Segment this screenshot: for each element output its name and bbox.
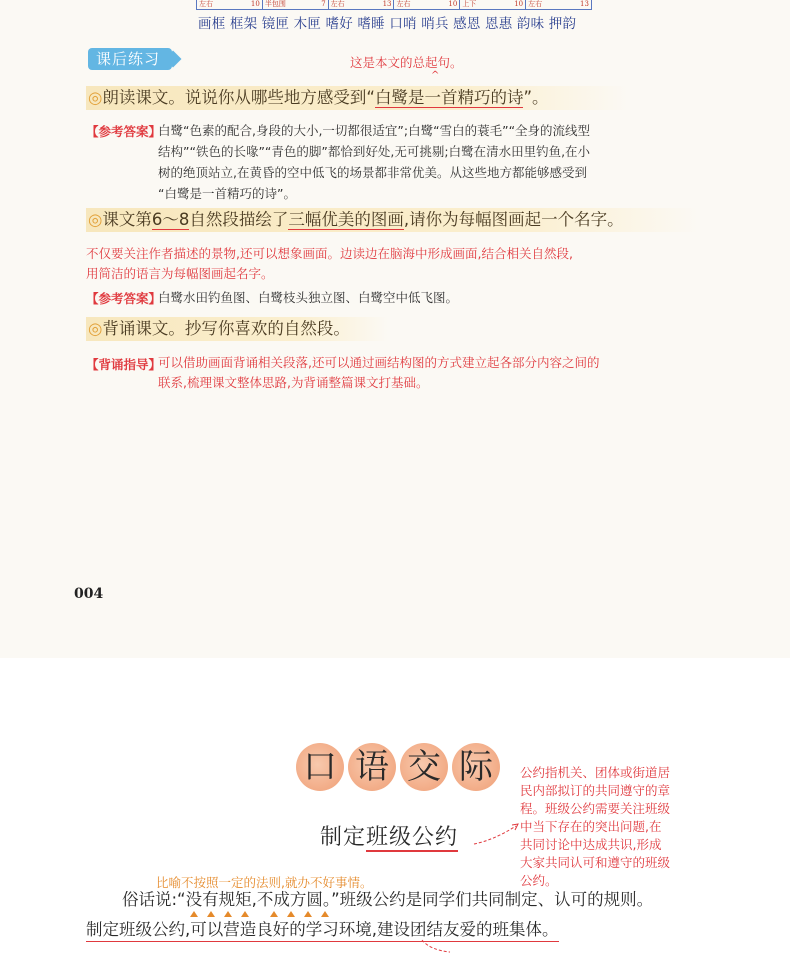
- answer-line: “白鹭是一首精巧的诗”。: [158, 186, 296, 201]
- arrow-up-icon: ^: [431, 70, 440, 81]
- title-char: 际: [452, 743, 500, 791]
- body-line-1: [122, 886, 653, 910]
- stroke-cell: [329, 0, 395, 9]
- title-char: 口: [296, 743, 344, 791]
- side-note-line: 民内部拟订的共同遵守的章: [520, 783, 671, 798]
- answer-line: 树的绝顶站立,在黄昏的空中低飞的场景都非常优美。从这些地方都能够感受到: [158, 165, 587, 180]
- answer-label: 【参考答案】: [86, 291, 162, 306]
- underlined-phrase: 三幅优美的图画: [288, 210, 404, 229]
- side-note-line: 公约。: [520, 873, 558, 888]
- question-text: 课文第: [102, 210, 152, 229]
- answer-line: 白鹭“色素的配合,身段的大小,一切都很适宜”;白鹭“雪白的蓑毛”“全身的流线型: [158, 123, 591, 138]
- title-char: 交: [400, 743, 448, 791]
- side-note-line: 程。班级公约需要关注班级: [520, 801, 671, 816]
- structure-label: 左右: [528, 0, 543, 8]
- guide-label: 【背诵指导】: [86, 357, 162, 372]
- oral-title: [296, 743, 500, 791]
- circle-mark-icon: ◎: [88, 88, 103, 107]
- body-text: 俗话说:“: [122, 890, 186, 909]
- stroke-cell: [263, 0, 329, 9]
- stroke-cell: [526, 0, 591, 9]
- body-line-2: 制定班级公约,可以营造良好的学习环境,建设团结友爱的班集体。: [86, 916, 559, 942]
- orange-annotation: 比喻不按照一定的法则,就办不好事情。: [156, 875, 373, 890]
- structure-label: 左右: [330, 0, 345, 8]
- side-note-line: 中当下存在的突出问题,在: [520, 819, 662, 834]
- structure-label: 半包围: [264, 0, 286, 8]
- annotation-top: 这是本文的总起句。: [350, 55, 463, 70]
- tip-line: 不仅要关注作者描述的景物,还可以想象画面。边读边在脑海中形成画面,结合相关自然段,: [86, 246, 573, 261]
- dotted-phrase: [186, 890, 323, 909]
- tip-line: 用简洁的语言为每幅图画起名字。: [86, 266, 274, 281]
- question-text: ”。: [523, 88, 549, 107]
- underlined-phrase: 6～8: [151, 210, 190, 229]
- body-text: 。”班级公约是同学们共同制定、认可的规则。: [322, 890, 654, 909]
- question-text: 朗读课文。说说你从哪些地方感受到“: [102, 88, 375, 107]
- stroke-count: 13: [580, 0, 589, 8]
- stroke-order-strip: [196, 0, 592, 10]
- question-text: ,请你为每幅图画起一个名字。: [403, 210, 624, 229]
- question-1: [86, 86, 628, 110]
- stroke-count: 10: [514, 0, 524, 8]
- side-note-line: 公约指机关、团体或街道居: [520, 765, 671, 780]
- structure-label: 左右: [199, 0, 213, 8]
- stroke-count: 7: [321, 0, 326, 8]
- vocabulary-row: 画框 框架 镜匣 木匣 嗜好 嗜睡 口哨 哨兵 感恩 恩惠 韵味 押韵: [198, 16, 577, 32]
- answer-line: 结构”“铁色的长喙”“青色的脚”都恰到好处,无可挑剔;白鹭在清水田里钓鱼,在小: [158, 144, 591, 159]
- side-note: [520, 764, 710, 890]
- stroke-cell: [394, 0, 460, 9]
- question-text: 自然段描绘了: [189, 210, 289, 229]
- structure-label: 左右: [396, 0, 411, 8]
- dashed-pointer-arrow: [472, 820, 522, 848]
- guide-3: [158, 353, 718, 393]
- side-note-line: 大家共同认可和遵守的班级: [520, 855, 671, 870]
- stroke-count: 10: [250, 0, 260, 8]
- section-title-badge: 课后练习: [88, 48, 172, 70]
- structure-label: 上下: [462, 0, 477, 8]
- title-char: 语: [348, 743, 396, 791]
- stroke-count: 10: [448, 0, 458, 8]
- dashed-pointer-arrow-bottom: [420, 938, 460, 956]
- underlined-phrase: 白鹭是一首精巧的诗: [374, 88, 524, 107]
- subtitle: [320, 820, 458, 851]
- subtitle-text: 制定: [320, 825, 367, 850]
- page-number: 004: [74, 586, 104, 602]
- dotted-text: 没有规矩,不成方圆: [185, 890, 323, 909]
- tip-2: [86, 244, 716, 284]
- answer-1: [158, 120, 718, 204]
- side-note-line: 共同讨论中达成共识,形成: [520, 837, 662, 852]
- question-3: [86, 317, 388, 341]
- question-2: [86, 208, 698, 232]
- stroke-cell: [460, 0, 526, 9]
- guide-line: 联系,梳理课文整体思路,为背诵整篇课文打基础。: [158, 375, 429, 390]
- circle-mark-icon: ◎: [88, 319, 103, 338]
- question-text: 背诵课文。抄写你喜欢的自然段。: [102, 319, 350, 338]
- circle-mark-icon: ◎: [88, 210, 103, 229]
- answer-label: 【参考答案】: [86, 124, 162, 139]
- subtitle-underlined: 班级公约: [366, 825, 459, 850]
- answer-2: 白鹭水田钓鱼图、白鹭枝头独立图、白鹭空中低飞图。: [158, 290, 459, 305]
- guide-line: 可以借助画面背诵相关段落,还可以通过画结构图的方式建立起各部分内容之间的: [158, 355, 600, 370]
- stroke-count: 13: [382, 0, 392, 8]
- stroke-cell: [197, 0, 263, 9]
